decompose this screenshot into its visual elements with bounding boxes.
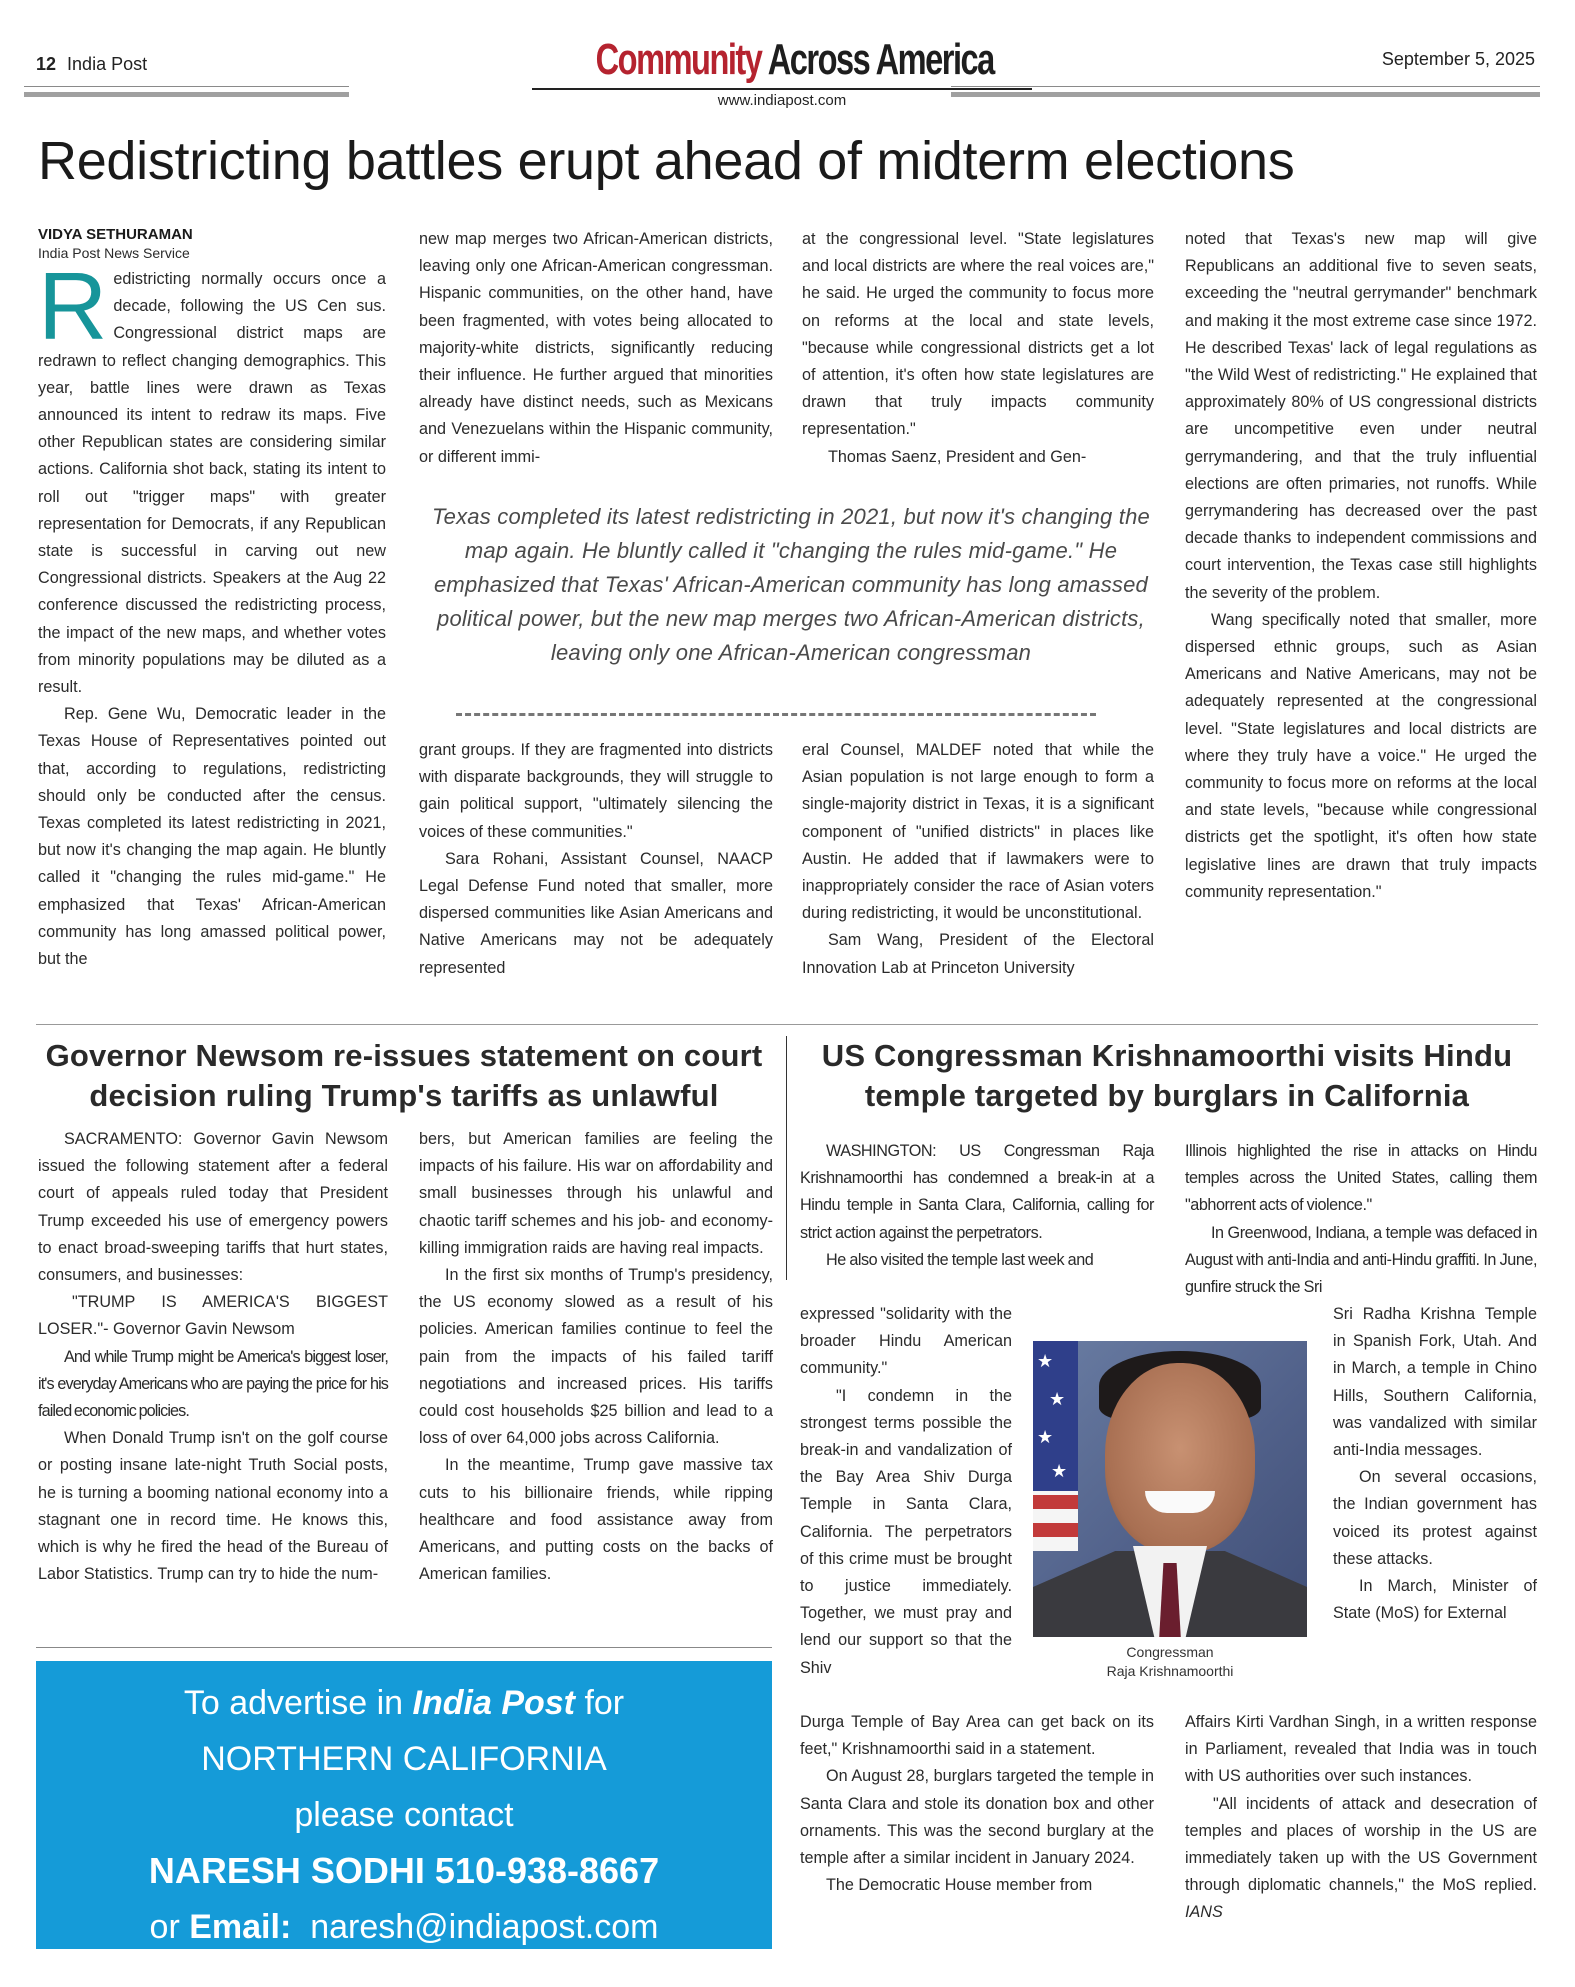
paragraph: WASHINGTON: US Congressman Raja Krishnamoorthi has condemned a break-in at a Hindu temple in Santa Clara, California, calling for strict action against the perpetrators.	[800, 1142, 1154, 1242]
issue-date: September 5, 2025	[1381, 49, 1535, 69]
paragraph: In Greenwood, Indiana, a temple was defaced in August with anti-India and anti-Hindu graffiti. In June, gunfire struck the Sri	[1185, 1223, 1537, 1297]
masthead-underline	[532, 88, 1032, 90]
paragraph: noted that Texas's new map will give Republicans an additional five to seven seats, exceeding the "neutral gerrymander" benchmark and making it the most extreme case since 1972. He described Texas' lack of legal regulations as "the Wild West of redistricting." He explained that approximately 80% of US congressional districts are uncompetitive even under neutral gerrymandering, and that the truly influential elections are often primaries, not runoffs. While gerrymandering has decreased over the past decade thanks to independent commissions and court intervention, the Texas case still highlights the severity of the problem.	[1185, 230, 1537, 602]
paragraph: grant groups. If they are fragmented into districts with disparate backgrounds, they will struggle to gain political support, "ultimately silencing the voices of these communities."	[419, 741, 773, 841]
paragraph: Affairs Kirti Vardhan Singh, in a written response in Parliament, revealed that India was in touch with US authorities over such instances.	[1185, 1713, 1537, 1786]
star-icon: ★	[1049, 1389, 1066, 1409]
star-icon: ★	[1051, 1461, 1068, 1481]
paragraph: In the meantime, Trump gave massive tax cuts to his billionaire friends, while ripping healthcare and food assistance away from Americans, and putting costs on the backs of American families.	[419, 1456, 773, 1584]
ad-region: NORTHERN CALIFORNIA	[201, 1740, 607, 1778]
paragraph: And while Trump might be America's biggest loser, it's everyday Americans who are paying the price for his failed economic policies.	[38, 1347, 388, 1421]
portrait-smile	[1145, 1491, 1215, 1513]
article3-column-1-narrow	[800, 1301, 1012, 1682]
masthead-across-america: Across America	[767, 35, 994, 84]
ad-line-1: To advertise in India Post for	[183, 1684, 625, 1722]
paragraph: Wang specifically noted that smaller, more dispersed ethnic groups, such as Asian Americans and Native Americans, may not be adequately represented at the congressional level. "State legislatures and local districts are where they truly have a voice." He urged the community to focus more on reforms at the local and state levels, "because while congressional districts get the spotlight, it's often how state legislative lines are drawn that truly impacts community representation."	[1185, 610, 1537, 901]
article2-headline: Governor Newsom re-issues statement on court decision ruling Trump's tariffs as unlawful	[45, 1038, 763, 1113]
article1-column-2-bottom	[419, 737, 773, 982]
paragraph: Thomas Saenz, President and Gen-	[828, 447, 1087, 466]
paragraph: Sara Rohani, Assistant Counsel, NAACP Legal Defense Fund noted that smaller, more dispersed communities like Asian Americans and Native Americans may not be adequately represented	[419, 849, 773, 977]
website-link[interactable]: www.indiapost.com	[717, 92, 847, 109]
pull-quote-line: "TRUMP IS AMERICA'S BIGGEST LOSER."- Governor Gavin Newsom	[38, 1293, 388, 1339]
section-divider	[36, 1024, 1538, 1025]
paragraph: expressed "solidarity with the broader Hindu American community."	[800, 1305, 1012, 1378]
ad-brand: India Post	[412, 1684, 575, 1722]
masthead-community: Community	[595, 35, 762, 84]
ad-contact-prompt: please contact	[294, 1796, 514, 1834]
article2-column-2	[419, 1126, 773, 1588]
header-rule-right-thin	[951, 86, 1540, 87]
advertisement-banner[interactable]	[36, 1661, 772, 1949]
paragraph: "All incidents of attack and desecration of temples and places of worship in the US are immediately taken up with the US Government through diplomatic channels," the MoS replied.	[1185, 1794, 1537, 1895]
wire-credit: IANS	[1185, 1903, 1223, 1922]
paragraph: Durga Temple of Bay Area can get back on its feet," Krishnamoorthi said in a statement.	[800, 1713, 1154, 1759]
star-icon: ★	[1037, 1427, 1054, 1447]
paragraph: Rep. Gene Wu, Democratic leader in the Texas House of Representatives pointed out that, according to regulations, redistricting should only be conducted after the census. Texas completed its latest redistricting in 2021, but now it's changing the map again. He bluntly called it "changing the rules mid-game." He emphasized that Texas' African-American community has long amassed political power, but the	[38, 705, 386, 969]
paragraph: On several occasions, the Indian government has voiced its protest against these attacks.	[1333, 1468, 1537, 1568]
header-rule-left-thick	[24, 92, 349, 97]
article1-column-2-top	[419, 226, 773, 471]
publication-name: India Post	[67, 54, 148, 74]
paragraph: new map merges two African-American districts, leaving only one African-American congressman. Hispanic communities, on the other hand, have been fragmented, with votes being allocated to majority-white districts, significantly reducing their influence. He further argued that minorities already have distinct needs, such as Mexicans and Venezuelans within the Hispanic community, or different immi-	[419, 230, 773, 466]
byline-author: VIDYA SETHURAMAN	[38, 226, 193, 243]
header-rule-left-thin	[24, 86, 349, 87]
paragraph: He also visited the temple last week and	[826, 1250, 1094, 1269]
paragraph: bers, but American families are feeling the impacts of his failure. His war on affordability and small businesses through his unlawful and chaotic tariff schemes and his job- and economy-killing immigration raids are having real impacts.	[419, 1130, 773, 1257]
paragraph: edistricting normally occurs once a decade, following the US Cen sus. Congressional district maps are redrawn to reflect changing demographics. This year, battle lines were drawn as Texas announced its intent to redraw its maps. Five other Republican states are considering similar actions. California shot back, stating its intent to roll out "trigger maps" with greater representation for Democrats, if any Republican state is successful in carving out new Congressional districts. Speakers at the Aug 22 conference discussed the redistricting process, the impact of the new maps, and whether votes from minority populations may be diluted as a result.	[38, 270, 386, 697]
article1-column-3-bottom	[802, 737, 1154, 982]
page-folio	[36, 54, 147, 75]
paragraph: at the congressional level. "State legislatures and local districts are where the real voices are," he said. He urged the community to focus more on reforms at the local and state levels, "because while congressional districts get a lot of attention, it's often how state legislatures are drawn that truly impacts community representation."	[802, 230, 1154, 439]
article1-column-1	[38, 226, 386, 973]
article3-column-1-top	[800, 1138, 1154, 1274]
header-rule-right-thick	[951, 92, 1540, 97]
article3-column-2-top	[1185, 1138, 1537, 1301]
article3-column-2-bottom	[1185, 1709, 1537, 1927]
paragraph: Sam Wang, President of the Electoral Innovation Lab at Princeton University	[802, 931, 1154, 977]
ad-email-link[interactable]: naresh@indiapost.com	[310, 1908, 659, 1946]
article3-column-2-narrow	[1333, 1301, 1537, 1627]
section-masthead	[595, 34, 994, 86]
congressman-photo	[1033, 1341, 1307, 1637]
article3-column-1-bottom	[800, 1709, 1154, 1899]
paragraph: In March, Minister of State (MoS) for External	[1333, 1577, 1537, 1623]
star-icon: ★	[1037, 1351, 1054, 1371]
paragraph: eral Counsel, MALDEF noted that while the Asian population is not large enough to form a single-majority district in Texas, it is a significant component of "unified districts" in places like Austin. He added that if lawmakers were to inappropriately consider the race of Asian voters during redistricting, it would be unconstitutional.	[802, 741, 1154, 923]
paragraph: Sri Radha Krishna Temple in Spanish Fork, Utah. And in March, a temple in Chino Hills, Southern California, was vandalized with similar anti-India messages.	[1333, 1305, 1537, 1460]
byline-service: India Post News Service	[38, 245, 190, 261]
paragraph: "I condemn in the strongest terms possible the break-in and vandalization of the Bay Area Shiv Durga Temple in Santa Clara, California. The perpetrators of this crime must be brought to justice immediately. Together, we must pray and lend our support so that the Shiv	[800, 1386, 1012, 1677]
portrait-face	[1105, 1363, 1255, 1553]
pull-quote: Texas completed its latest redistricting in 2021, but now it's changing the map again. He bluntly called it "changing the rules mid-game." He emphasized that Texas' African-American community has long amassed political power, but the new map merges two African-American districts, leaving only one African-American congressman	[432, 504, 1150, 665]
article3-headline: US Congressman Krishnamoorthi visits Hindu temple targeted by burglars in California	[821, 1038, 1513, 1113]
paragraph: In the first six months of Trump's presidency, the US economy slowed as a result of his policies. American families continue to feel the pain from the impacts of his failed tariff negotiations and increased prices. His tariffs could cost households $25 billion and lead to a loss of over 64,000 jobs across California.	[419, 1266, 773, 1448]
article-headline: Redistricting battles erupt ahead of midterm elections	[38, 131, 1295, 191]
paragraph: The Democratic House member from	[826, 1876, 1093, 1895]
photo-caption: Congressman Raja Krishnamoorthi	[1106, 1644, 1234, 1679]
paragraph: When Donald Trump isn't on the golf course or posting insane late-night Truth Social posts, he is turning a booming national economy into a stagnant one in record time. He knows this, which is why he fired the head of the Bureau of Labor Statistics. Trump can try to hide the num-	[38, 1429, 388, 1584]
column-divider	[786, 1036, 787, 1280]
ad-top-rule	[36, 1647, 772, 1648]
paragraph: SACRAMENTO: Governor Gavin Newsom issued the following statement after a federal court of appeals ruled today that President Trump exceeded his use of emergency powers to enact broad-sweeping tariffs that hurt states, consumers, and businesses:	[38, 1130, 388, 1285]
pull-quote-dashed-rule	[456, 713, 1096, 716]
ad-email-line: or Email: naresh@indiapost.com	[149, 1908, 659, 1946]
article2-column-1	[38, 1126, 388, 1588]
page-number: 12	[36, 54, 57, 74]
drop-cap: R	[38, 253, 108, 360]
ad-contact-phone[interactable]: NARESH SODHI 510-938-8667	[148, 1850, 660, 1891]
paragraph: Illinois highlighted the rise in attacks on Hindu temples across the United States, calling them "abhorrent acts of violence."	[1185, 1142, 1537, 1215]
article1-column-3-top	[802, 226, 1154, 471]
paragraph: On August 28, burglars targeted the temple in Santa Clara and stole its donation box and other ornaments. This was the second burglary at the temple after a similar incident in January 2024.	[800, 1767, 1154, 1868]
article1-column-4	[1185, 226, 1537, 906]
